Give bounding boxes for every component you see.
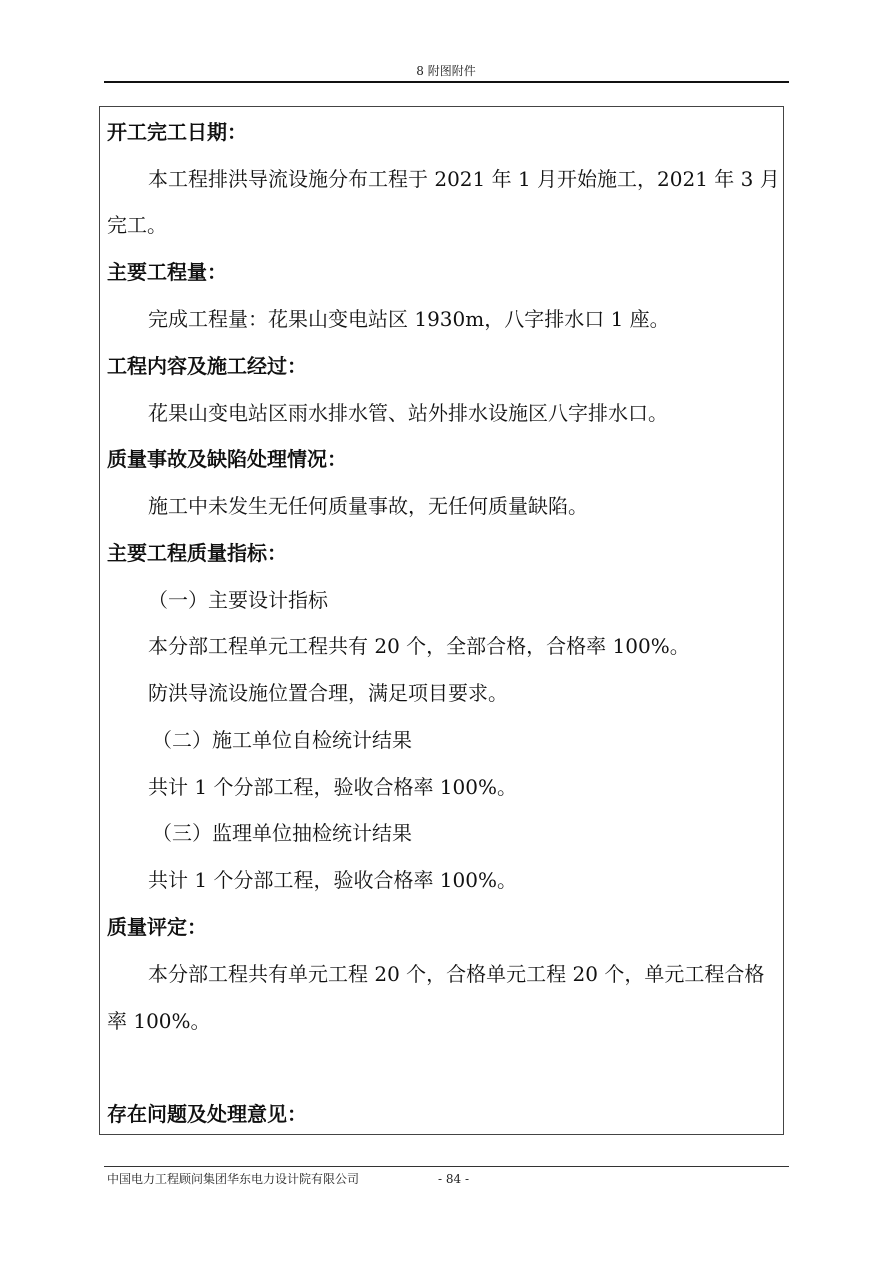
footer-company: 中国电力工程顾问集团华东电力设计院有限公司 <box>107 1172 360 1186</box>
subheading-supervision-check: （三）监理单位抽检统计结果 <box>152 821 412 845</box>
paragraph-layout: 防洪导流设施位置合理，满足项目要求。 <box>148 681 508 705</box>
section-heading-dates: 开工完工日期： <box>107 120 247 144</box>
paragraph-evaluation-line2: 率 100%。 <box>107 1009 211 1033</box>
paragraph-unit-count: 本分部工程单元工程共有 20 个，全部合格，合格率 100%。 <box>148 634 690 658</box>
paragraph-dates-line1: 本工程排洪导流设施分布工程于 2021 年 1 月开始施工，2021 年 3 月 <box>148 167 780 191</box>
paragraph-supervision-check: 共计 1 个分部工程，验收合格率 100%。 <box>148 868 517 892</box>
section-heading-quantities: 主要工程量： <box>107 260 227 284</box>
paragraph-dates-line2: 完工。 <box>107 213 167 237</box>
paragraph-self-inspection: 共计 1 个分部工程，验收合格率 100%。 <box>148 775 517 799</box>
paragraph-quantities: 完成工程量：花果山变电站区 1930m，八字排水口 1 座。 <box>148 307 670 331</box>
paragraph-evaluation-line1: 本分部工程共有单元工程 20 个，合格单元工程 20 个，单元工程合格 <box>148 962 765 986</box>
section-heading-issues: 存在问题及处理意见： <box>107 1102 307 1126</box>
paragraph-content: 花果山变电站区雨水排水管、站外排水设施区八字排水口。 <box>148 401 668 425</box>
section-heading-defects: 质量事故及缺陷处理情况： <box>107 447 347 471</box>
section-heading-evaluation: 质量评定： <box>107 915 207 939</box>
paragraph-defects: 施工中未发生无任何质量事故，无任何质量缺陷。 <box>148 494 588 518</box>
subheading-design-indicators: （一）主要设计指标 <box>148 588 328 612</box>
header-rule <box>104 81 789 83</box>
subheading-self-inspection: （二）施工单位自检统计结果 <box>152 728 412 752</box>
section-heading-content: 工程内容及施工经过： <box>107 354 307 378</box>
section-heading-indicators: 主要工程质量指标： <box>107 541 287 565</box>
page-header-title: 8 附图附件 <box>416 64 476 78</box>
footer-page-number: - 84 - <box>438 1172 470 1186</box>
footer-rule <box>104 1166 789 1167</box>
